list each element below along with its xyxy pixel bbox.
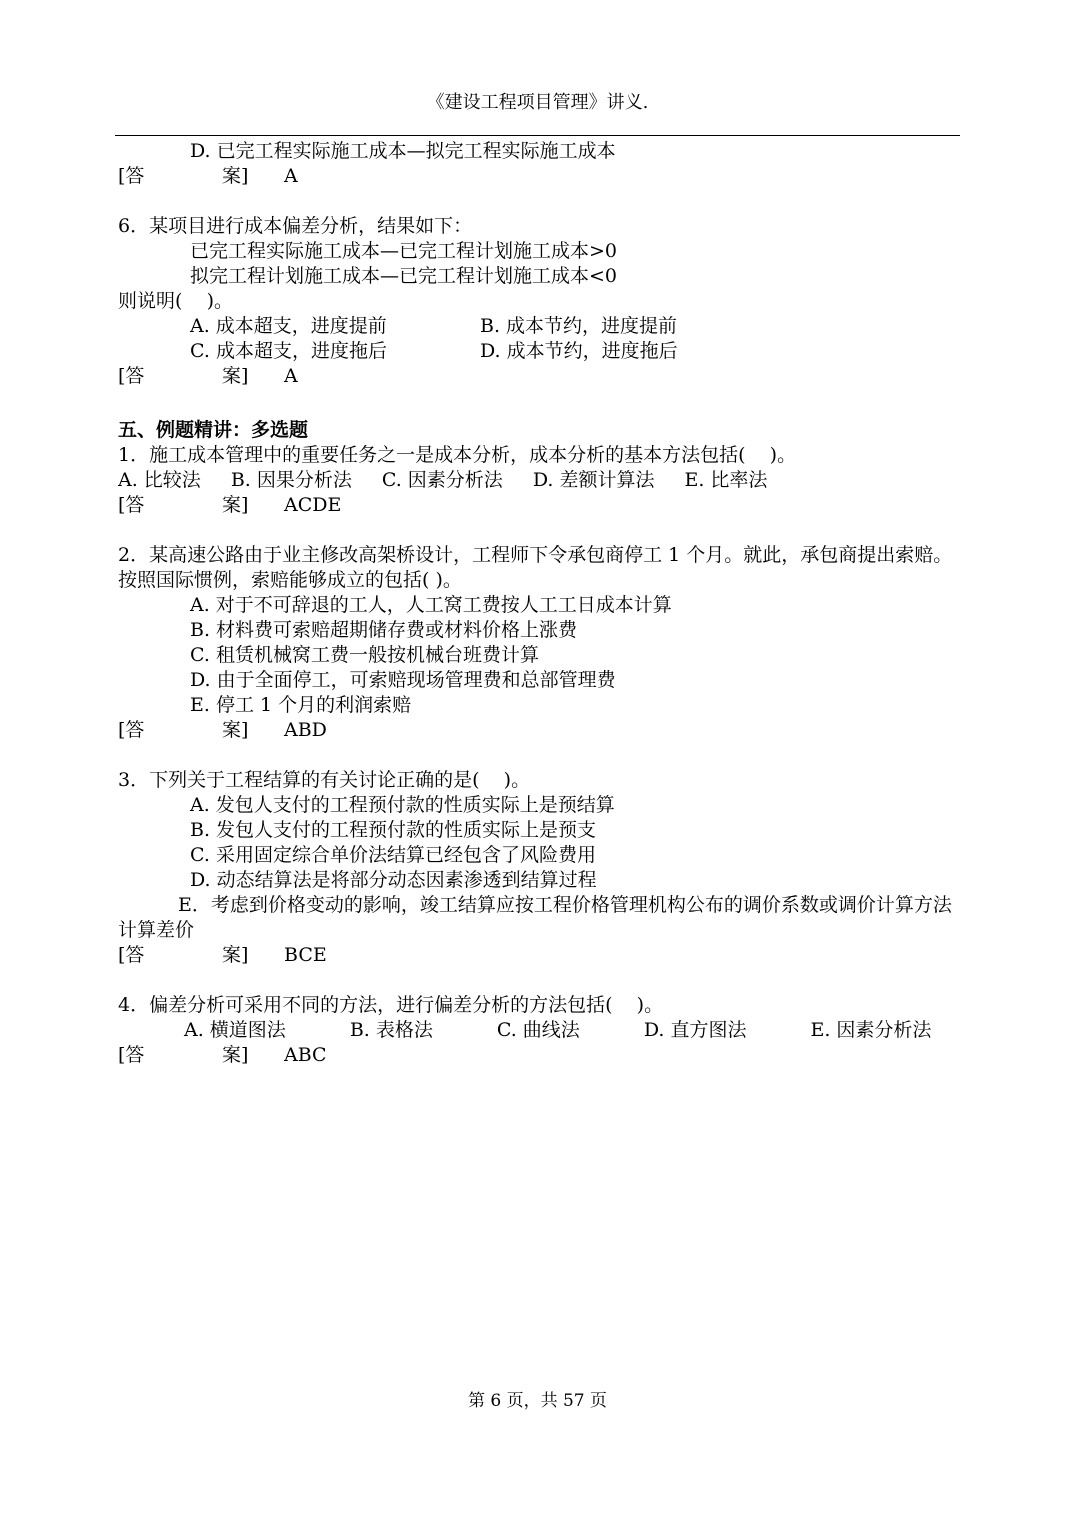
m1-stem: 1．施工成本管理中的重要任务之一是成本分析，成本分析的基本方法包括( )。: [118, 444, 797, 466]
m3-option-c: C. 采用固定综合单价法结算已经包含了风险费用: [190, 844, 596, 866]
m3-option-b: B. 发包人支付的工程预付款的性质实际上是预支: [190, 819, 597, 841]
m2-option-e: E. 停工 1 个月的利润索赔: [190, 694, 412, 716]
m2-option-d: D. 由于全面停工，可索赔现场管理费和总部管理费: [190, 669, 616, 691]
m2-answer: [答 案] ABD: [118, 719, 327, 741]
header-rule: [115, 135, 960, 136]
q5-option-d: D. 已完工程实际施工成本—拟完工程实际施工成本: [190, 140, 616, 162]
m4-answer: [答 案] ABC: [118, 1044, 327, 1066]
m2-stem: 2．某高速公路由于业主修改高架桥设计，工程师下令承包商停工 1 个月。就此，承包商提出索赔。按照国际惯例，索赔能够成立的包括( )。: [118, 544, 953, 591]
m1-option-d: D. 差额计算法: [532, 469, 655, 491]
page-footer: 第 6 页，共 57 页: [467, 1391, 608, 1411]
document-body: [118, 139, 960, 1068]
q6-answer: [答 案] A: [118, 365, 298, 387]
m3-stem: 3．下列关于工程结算的有关讨论正确的是( )。: [118, 769, 531, 791]
m4-option-d: D. 直方图法: [643, 1019, 747, 1041]
q6-option-d: D. 成本节约，进度拖后: [480, 340, 678, 362]
m1-options: [118, 468, 960, 493]
m2-option-b: B. 材料费可索赔超期储存费或材料价格上涨费: [190, 619, 578, 641]
running-header: 《建设工程项目管理》讲义.: [426, 92, 649, 113]
m3-option-e: E．考虑到价格变动的影响，竣工结算应按工程价格管理机构公布的调价系数或调价计算方法计算差价: [118, 894, 952, 941]
m4-option-c: C. 曲线法: [496, 1019, 580, 1041]
q6-options-row-2: [118, 339, 960, 364]
m4-option-b: B. 表格法: [349, 1019, 433, 1041]
q6-options-row-1: [118, 314, 960, 339]
section-title: 五、例题精讲：多选题: [118, 419, 309, 441]
m3-option-d: D. 动态结算法是将部分动态因素渗透到结算过程: [190, 869, 597, 891]
m2-option-c: C. 租赁机械窝工费一般按机械台班费计算: [190, 644, 539, 666]
m4-options: [118, 1018, 960, 1043]
q6-stem: 6．某项目进行成本偏差分析，结果如下：: [118, 215, 473, 237]
m1-option-c: C. 因素分析法: [381, 469, 503, 491]
q6-option-a: A. 成本超支，进度提前: [190, 315, 387, 337]
q6-formula-2: 拟完工程计划施工成本—已完工程计划施工成本<0: [190, 265, 618, 287]
m4-stem: 4．偏差分析可采用不同的方法，进行偏差分析的方法包括( )。: [118, 994, 664, 1016]
q6-lead: 则说明( )。: [118, 290, 233, 312]
m1-answer: [答 案] ACDE: [118, 494, 342, 516]
m2-option-a: A. 对于不可辞退的工人，人工窝工费按人工工日成本计算: [190, 594, 672, 616]
m1-option-b: B. 因果分析法: [230, 469, 352, 491]
q6-option-b: B. 成本节约，进度提前: [480, 315, 678, 337]
m3-option-a: A. 发包人支付的工程预付款的性质实际上是预结算: [190, 794, 615, 816]
m4-option-e: E. 因素分析法: [810, 1019, 932, 1041]
q6-formula-1: 已完工程实际施工成本—已完工程计划施工成本>0: [190, 240, 618, 262]
m3-answer: [答 案] BCE: [118, 944, 327, 966]
m1-option-a: A. 比较法: [118, 469, 201, 491]
q6-option-c: C. 成本超支，进度拖后: [190, 340, 387, 362]
q5-answer: [答 案] A: [118, 165, 298, 187]
m4-option-a: A. 横道图法: [184, 1019, 286, 1041]
m1-option-e: E. 比率法: [684, 469, 768, 491]
